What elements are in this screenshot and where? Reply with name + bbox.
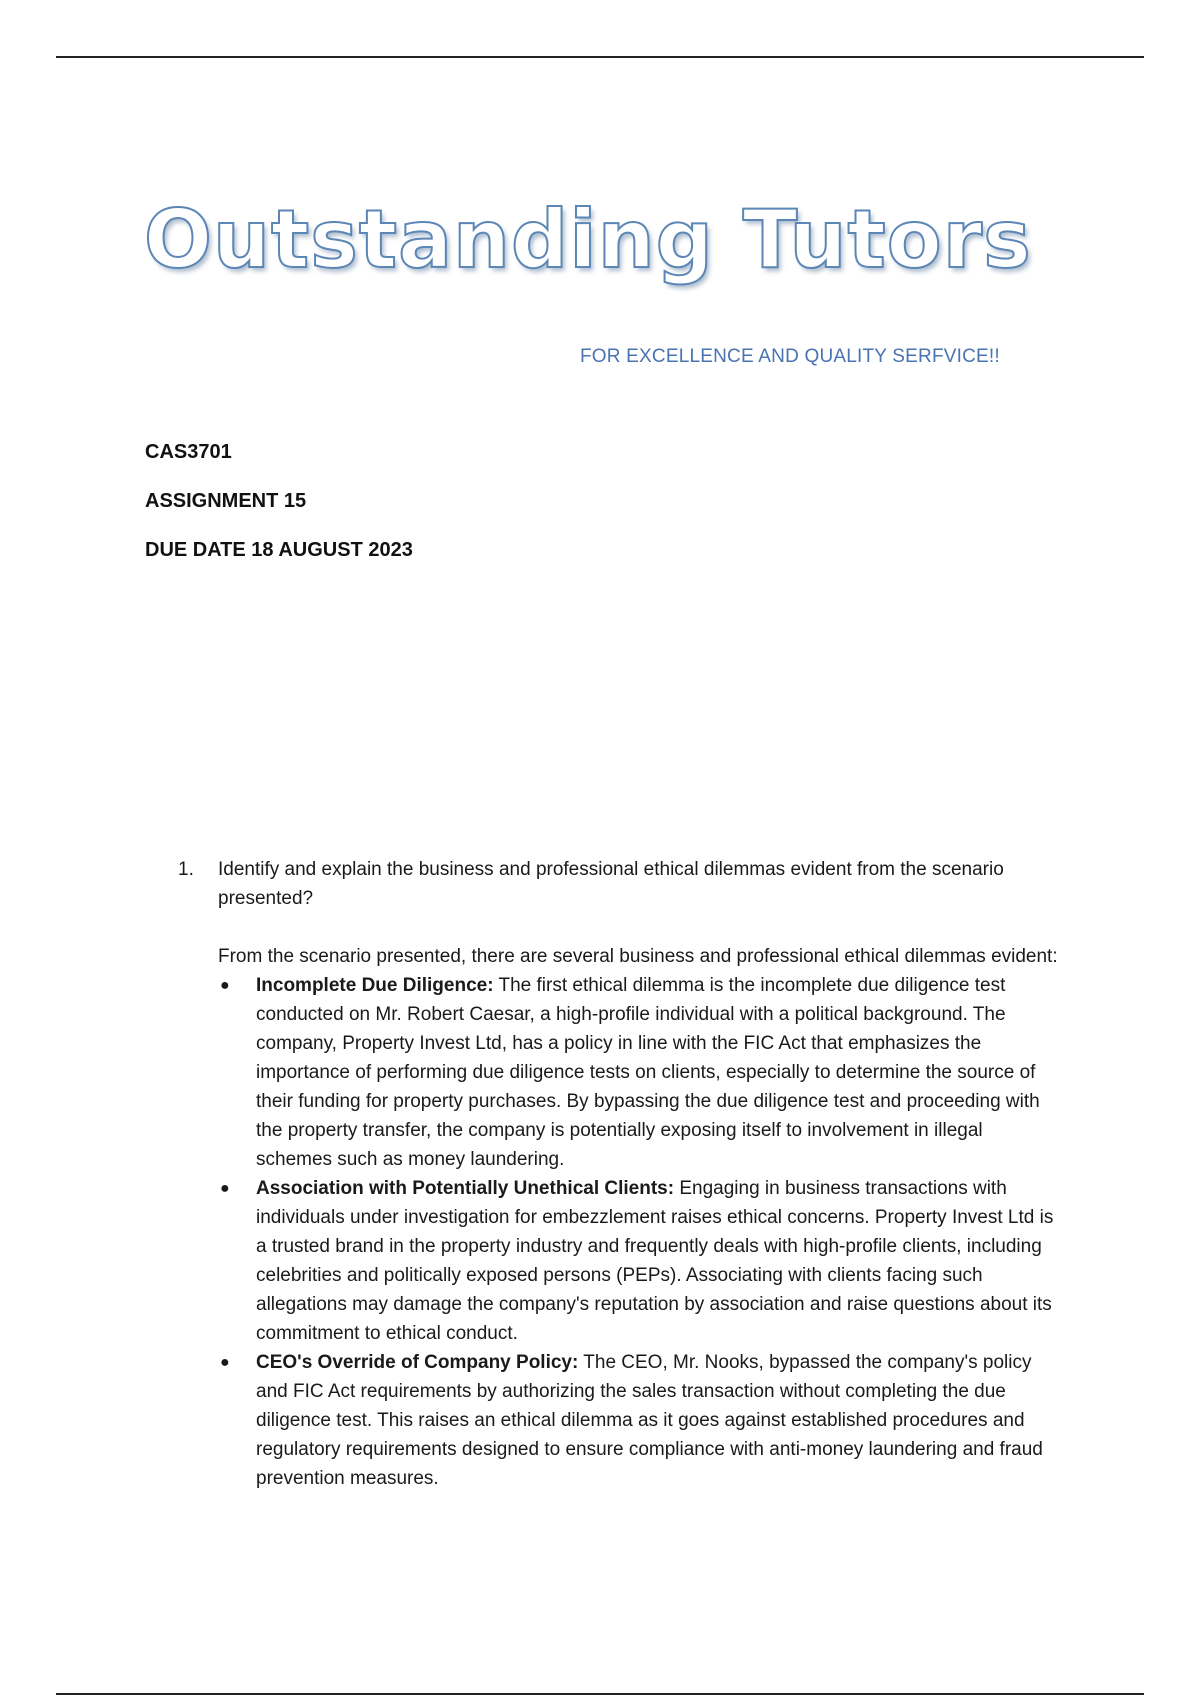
point-text: The CEO, Mr. Nooks, bypassed the company's policy and FIC Act requirements by authorizing the sales transaction without completing the due diligence test. This raises an ethical dilemma as it goes against established procedures and regulatory requirements designed to ensure compliance with anti-money laundering and fraud prevention measures. [256, 1352, 1043, 1489]
point-title: Incomplete Due Diligence: [256, 975, 494, 996]
question-text: Identify and explain the business and professional ethical dilemmas evident from the scenario presented? [218, 859, 1004, 909]
answer-block [218, 942, 1058, 1493]
answer-intro: From the scenario presented, there are several business and professional ethical dilemmas evident: [218, 946, 1058, 967]
brand-logo: Outstanding Tutors [144, 193, 1032, 286]
list-item [218, 1174, 1058, 1348]
course-code: CAS3701 [145, 441, 232, 463]
list-item [218, 971, 1058, 1174]
dilemma-list [218, 971, 1058, 1493]
question-number: 1. [178, 859, 194, 880]
bottom-rule [56, 1693, 1144, 1695]
point-text: The first ethical dilemma is the incomplete due diligence test conducted on Mr. Robert Caesar, a high-profile individual with a political background. The company, Property Invest Ltd, has a policy in line with the FIC Act that emphasizes the importance of performing due diligence tests on clients, especially to determine the source of their funding for property purchases. By bypassing the due diligence test and proceeding with the property transfer, the company is potentially exposing itself to involvement in illegal schemes such as money laundering. [256, 975, 1040, 1170]
list-item [218, 1348, 1058, 1493]
question-row [178, 855, 1058, 913]
top-rule [56, 56, 1144, 58]
point-text: Engaging in business transactions with individuals under investigation for embezzlement raises ethical concerns. Property Invest Ltd is a trusted brand in the property industry and frequently deals with high-profile clients, including celebrities and politically exposed persons (PEPs). Associating with clients facing such allegations may damage the company's reputation by association and raise questions about its commitment to ethical conduct. [256, 1178, 1054, 1344]
brand-tagline: FOR EXCELLENCE AND QUALITY SERFVICE!! [580, 346, 1000, 367]
due-date: DUE DATE 18 AUGUST 2023 [145, 539, 413, 561]
question-section [178, 855, 1058, 1493]
point-title: Association with Potentially Unethical Clients: [256, 1178, 675, 1199]
point-title: CEO's Override of Company Policy: [256, 1352, 579, 1373]
bullet-icon: ● [220, 977, 230, 994]
bullet-icon: ● [220, 1180, 230, 1197]
assignment-title: ASSIGNMENT 15 [145, 490, 307, 512]
bullet-icon: ● [220, 1354, 230, 1371]
